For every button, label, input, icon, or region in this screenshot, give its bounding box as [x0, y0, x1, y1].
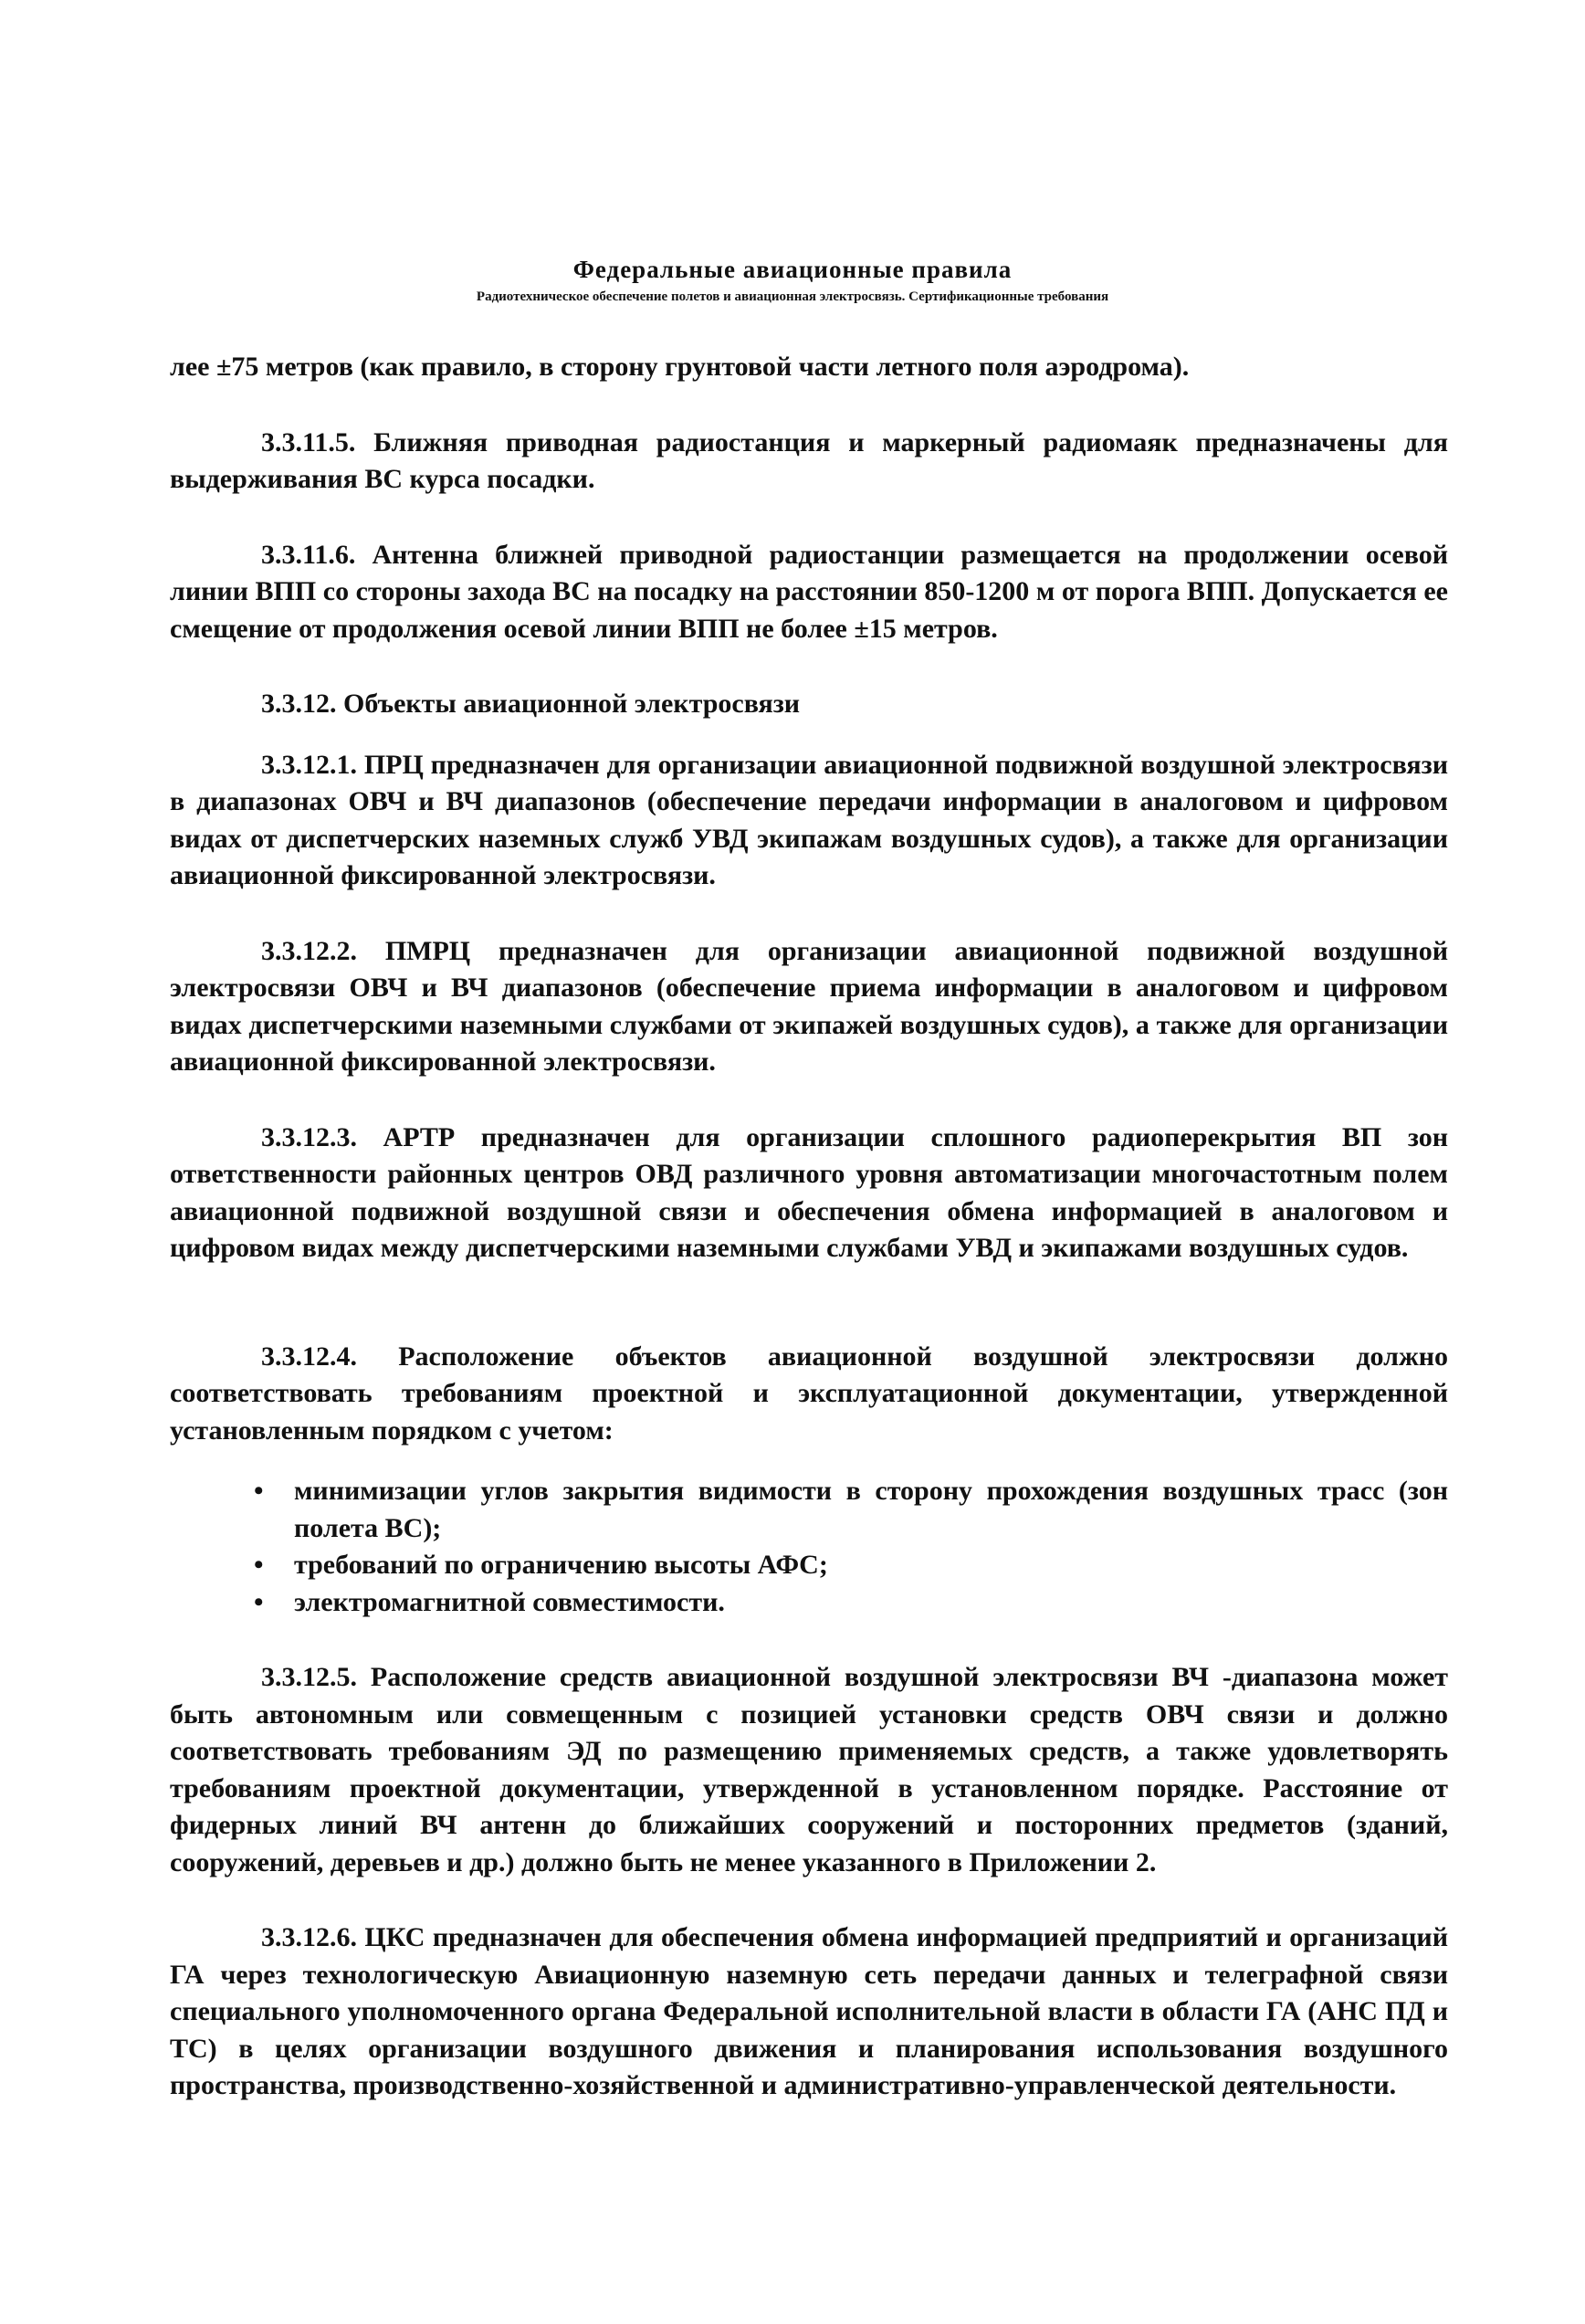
- paragraph-3-3-12-1: 3.3.12.1. ПРЦ предназначен для организации авиационной подвижной воздушной электросвязи в диапазонах ОВЧ и ВЧ диапазонов (обеспечение передачи информации в аналоговом и цифровом видах от диспетчерских наземных служб УВД экипажам воздушных судов), а также для организации авиационной фиксированной электросвязи.: [170, 749, 1448, 890]
- bullet-icon: •: [254, 1476, 264, 1506]
- header-title: Федеральные авиационные правила: [572, 256, 1013, 283]
- page-header: [256, 254, 1329, 307]
- list-item: [254, 1584, 1448, 1622]
- paragraph-3-3-12-5: 3.3.12.5. Расположение средств авиационной воздушной электросвязи ВЧ -диапазона может быть автономным или совмещенным с позицией установки средств ОВЧ связи и должно соответствовать требованиям ЭД по размещению применяемых средств, а также удовлетворять требованиям проектной документации, утвержденной в установленном порядке. Расстояние от фидерных линий ВЧ антенн до ближайших сооружений и посторонних предметов (зданий, сооружений, деревьев и др.) должно быть не менее указанного в Приложении 2.: [170, 1662, 1448, 1877]
- list-item: [254, 1473, 1448, 1547]
- list-item: [254, 1547, 1448, 1584]
- paragraph-3-3-12-2: 3.3.12.2. ПМРЦ предназначен для организации авиационной подвижной воздушной электросвязи ОВЧ и ВЧ диапазонов (обеспечение приема информации в аналоговом и цифровом видах диспетчерскими наземными службами от экипажей воздушных судов), а также для организации авиационной фиксированной электросвязи.: [170, 935, 1448, 1077]
- list-item-text: минимизации углов закрытия видимости в сторону прохождения воздушных трасс (зон полета ВС);: [294, 1476, 1448, 1543]
- bullet-icon: •: [254, 1550, 264, 1580]
- paragraph-3-3-12-4: 3.3.12.4. Расположение объектов авиационной воздушной электросвязи должно соответствовать требованиям проектной и эксплуатационной документации, утвержденной установленным порядком с учетом:: [170, 1341, 1448, 1446]
- header-subtitle: Радиотехническое обеспечение полетов и авиационная электросвязь. Сертификационные требования: [476, 289, 1109, 304]
- paragraph-3-3-11-6: 3.3.11.6. Антенна ближней приводной радиостанции размещается на продолжении осевой линии ВПП со стороны захода ВС на посадку на расстоянии 850-1200 м от порога ВПП. Допускается ее смещение от продолжения осевой линии ВПП не более ±15 метров.: [170, 539, 1448, 644]
- paragraph-3-3-12-6: 3.3.12.6. ЦКС предназначен для обеспечения обмена информацией предприятий и организаций ГА через технологическую Авиационную наземную сеть передачи данных и телеграфной связи специального уполномоченного органа Федеральной исполнительной власти в области ГА (АНС ПД и ТС) в целях организации воздушного движения и планирования использования воздушного пространства, производственно-хозяйственной и административно-управленческой деятельности.: [170, 1922, 1448, 2100]
- section-heading-3-3-12: 3.3.12. Объекты авиационной электросвязи: [261, 689, 801, 719]
- paragraph-continuation: лее ±75 метров (как правило, в сторону грунтовой части летного поля аэродрома).: [170, 352, 1190, 382]
- list-item-text: требований по ограничению высоты АФС;: [294, 1550, 828, 1580]
- bullet-icon: •: [254, 1586, 264, 1617]
- paragraph-3-3-12-3: 3.3.12.3. АРТР предназначен для организации сплошного радиоперекрытия ВП зон ответственности районных центров ОВД различного уровня автоматизации многочастотным полем авиационной подвижной воздушной связи и обеспечения обмена информацией в аналоговом и цифровом видах между диспетчерскими наземными службами УВД и экипажами воздушных судов.: [170, 1121, 1448, 1263]
- document-body: [170, 349, 1448, 2105]
- paragraph-3-3-11-5: 3.3.11.5. Ближняя приводная радиостанция и маркерный радиомаяк предназначены для выдерживания ВС курса посадки.: [170, 426, 1448, 494]
- bullet-list: [170, 1473, 1448, 1621]
- list-item-text: электромагнитной совместимости.: [294, 1586, 725, 1617]
